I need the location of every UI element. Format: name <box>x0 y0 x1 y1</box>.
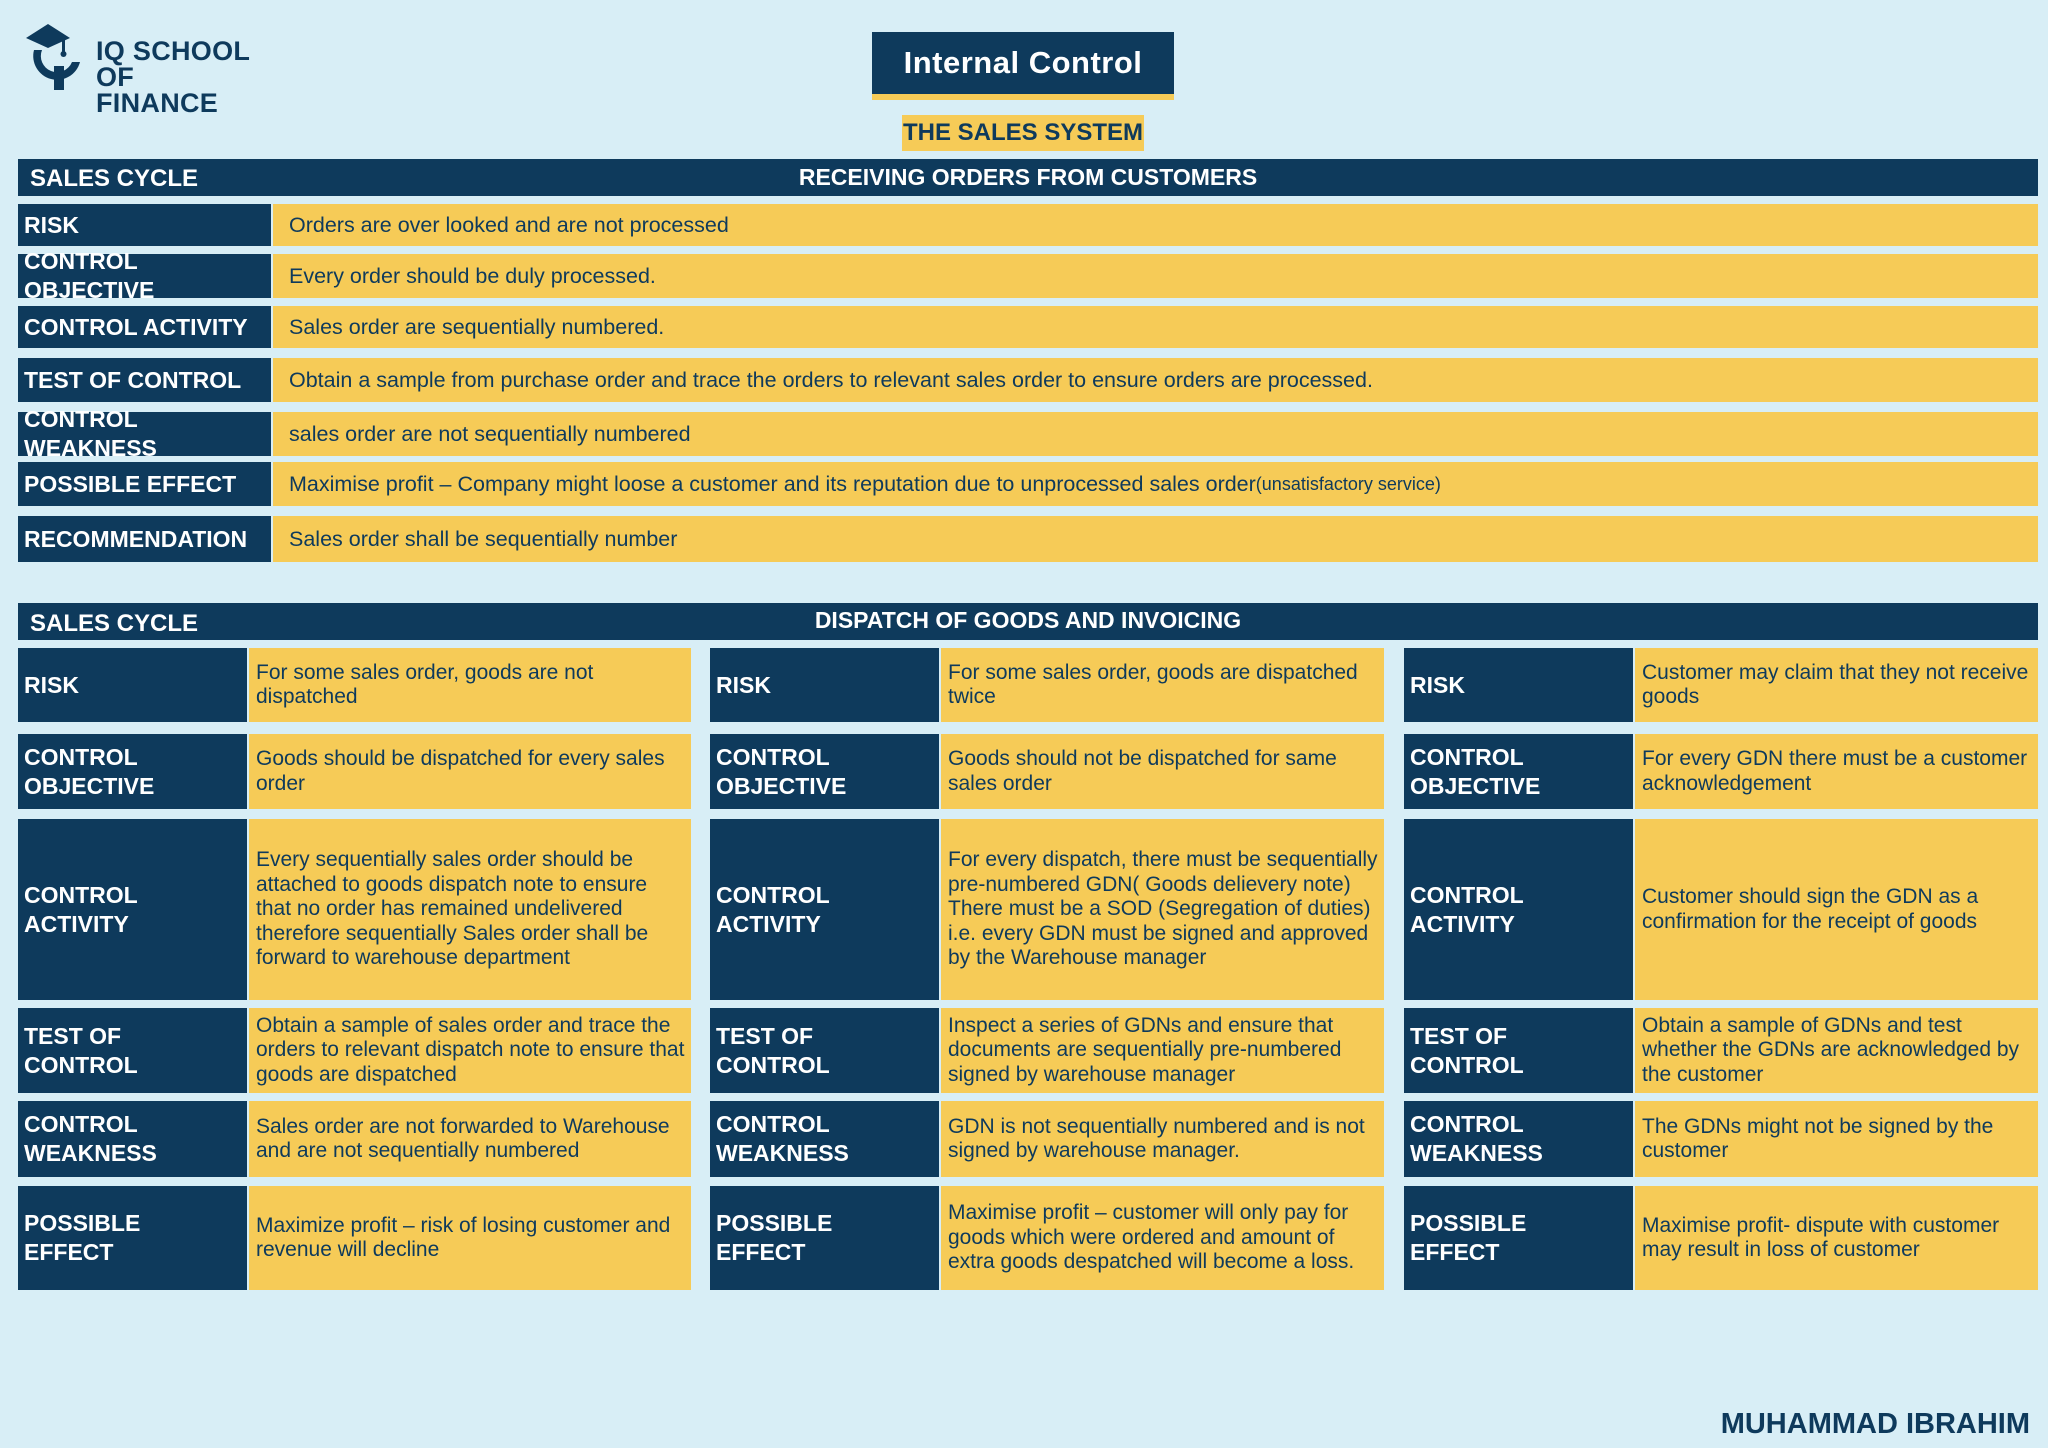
section1-row-text: Every order should be duly processed. <box>289 263 656 288</box>
section2-cell-value: Inspect a series of GDNs and ensure that documents are sequentially pre-numbered signed by warehouse manager <box>941 1008 1384 1093</box>
section2-heading: DISPATCH OF GOODS AND INVOICING <box>814 607 1242 633</box>
page-title-text: Internal Control <box>903 45 1143 80</box>
graduation-cap-logo-icon <box>22 20 92 92</box>
section2-cell-label: CONTROL OBJECTIVE <box>710 734 939 809</box>
section2-cell-value: Customer may claim that they not receive goods <box>1635 648 2038 722</box>
section2-cell-label: CONTROL WEAKNESS <box>18 1101 247 1177</box>
section1-header <box>18 159 2038 196</box>
section2-cell-label: RISK <box>710 648 939 722</box>
section2-cell-value: The GDNs might not be signed by the customer <box>1635 1101 2038 1177</box>
section1-row-value <box>273 204 2038 246</box>
section2-cell-label: CONTROL ACTIVITY <box>1404 819 1633 1000</box>
section2-cell-value: Maximize profit – risk of losing customer and revenue will decline <box>249 1186 691 1290</box>
section2-cell-label: POSSIBLE EFFECT <box>1404 1186 1633 1290</box>
section2-cell-value: For some sales order, goods are dispatched twice <box>941 648 1384 722</box>
brand-logo <box>22 20 262 118</box>
section2-cell-label: CONTROL OBJECTIVE <box>1404 734 1633 809</box>
author-name: MUHAMMAD IBRAHIM <box>1720 1408 2030 1440</box>
section2-label: SALES CYCLE <box>30 610 199 637</box>
section2-cell-value: For some sales order, goods are not dispatched <box>249 648 691 722</box>
section2-cell-label: TEST OF CONTROL <box>1404 1008 1633 1093</box>
section1-row-label: RISK <box>18 204 271 246</box>
section1-row-label: RECOMMENDATION <box>18 516 271 562</box>
section1-heading: RECEIVING ORDERS FROM CUSTOMERS <box>798 164 1258 190</box>
brand-name-line1: IQ SCHOOL <box>96 36 251 66</box>
section2-cell-label: TEST OF CONTROL <box>710 1008 939 1093</box>
section2-cell-label: CONTROL WEAKNESS <box>1404 1101 1633 1177</box>
section1-row-note: (unsatisfactory service) <box>1255 473 1441 494</box>
section2-cell-label: CONTROL ACTIVITY <box>710 819 939 1000</box>
section2-cell-value: Sales order are not forwarded to Warehouse and are not sequentially numbered <box>249 1101 691 1177</box>
section2-cell-label: POSSIBLE EFFECT <box>18 1186 247 1290</box>
section1-row-text: Obtain a sample from purchase order and trace the orders to relevant sales order to ensure orders are processed. <box>289 367 1373 392</box>
section1-row-label: POSSIBLE EFFECT <box>18 462 271 506</box>
page-subtitle <box>902 115 1144 151</box>
page-title <box>872 32 1174 100</box>
section1-row-label: CONTROL OBJECTIVE <box>18 254 271 298</box>
section1-row-label: CONTROL WEAKNESS <box>18 412 271 456</box>
section1-row-value <box>273 254 2038 298</box>
section2-cell-value: For every dispatch, there must be sequentially pre-numbered GDN( Goods delievery note) There must be a SOD (Segregation of duties) i.e. every GDN must be signed and approved by the Warehouse manager <box>941 819 1384 1000</box>
section1-row-text: sales order are not sequentially numbered <box>289 421 691 446</box>
section2-cell-value: Customer should sign the GDN as a confirmation for the receipt of goods <box>1635 819 2038 1000</box>
section1-row-text: Orders are over looked and are not processed <box>289 212 729 237</box>
brand-name-line2: OF FINANCE <box>96 62 219 118</box>
section1-row-value <box>273 516 2038 562</box>
section2-cell-label: RISK <box>18 648 247 722</box>
section2-cell-label: CONTROL OBJECTIVE <box>18 734 247 809</box>
section2-cell-value: For every GDN there must be a customer acknowledgement <box>1635 734 2038 809</box>
page-subtitle-text: THE SALES SYSTEM <box>902 119 1144 146</box>
section2-cell-value: GDN is not sequentially numbered and is not signed by warehouse manager. <box>941 1101 1384 1177</box>
section1-row-text: Maximise profit – Company might loose a customer and its reputation due to unprocessed sales order <box>289 471 1256 496</box>
section1-row-value <box>273 358 2038 402</box>
section1-row-value <box>273 306 2038 348</box>
section2-cell-value: Goods should not be dispatched for same sales order <box>941 734 1384 809</box>
section2-cell-value: Every sequentially sales order should be attached to goods dispatch note to ensure that no order has remained undelivered therefore sequentially Sales order shall be forward to warehouse department <box>249 819 691 1000</box>
section1-row-text: Sales order shall be sequentially number <box>289 526 678 551</box>
section2-cell-value: Maximise profit- dispute with customer may result in loss of customer <box>1635 1186 2038 1290</box>
section2-cell-value: Obtain a sample of sales order and trace the orders to relevant dispatch note to ensure that goods are dispatched <box>249 1008 691 1093</box>
section1-row-label: CONTROL ACTIVITY <box>18 306 271 348</box>
section2-cell-label: CONTROL ACTIVITY <box>18 819 247 1000</box>
section2-cell-label: TEST OF CONTROL <box>18 1008 247 1093</box>
section1-row-value <box>273 412 2038 456</box>
section2-cell-label: CONTROL WEAKNESS <box>710 1101 939 1177</box>
section2-cell-label: POSSIBLE EFFECT <box>710 1186 939 1290</box>
section1-row-text: Sales order are sequentially numbered. <box>289 314 665 339</box>
section2-cell-value: Obtain a sample of GDNs and test whether the GDNs are acknowledged by the customer <box>1635 1008 2038 1093</box>
section2-header <box>18 603 2038 640</box>
section2-cell-value: Maximise profit – customer will only pay for goods which were ordered and amount of extra goods despatched will become a loss. <box>941 1186 1384 1290</box>
section1-row-label: TEST OF CONTROL <box>18 358 271 402</box>
section2-cell-value: Goods should be dispatched for every sales order <box>249 734 691 809</box>
section1-row-value <box>273 462 2038 506</box>
section1-label: SALES CYCLE <box>30 165 199 192</box>
section2-cell-label: RISK <box>1404 648 1633 722</box>
